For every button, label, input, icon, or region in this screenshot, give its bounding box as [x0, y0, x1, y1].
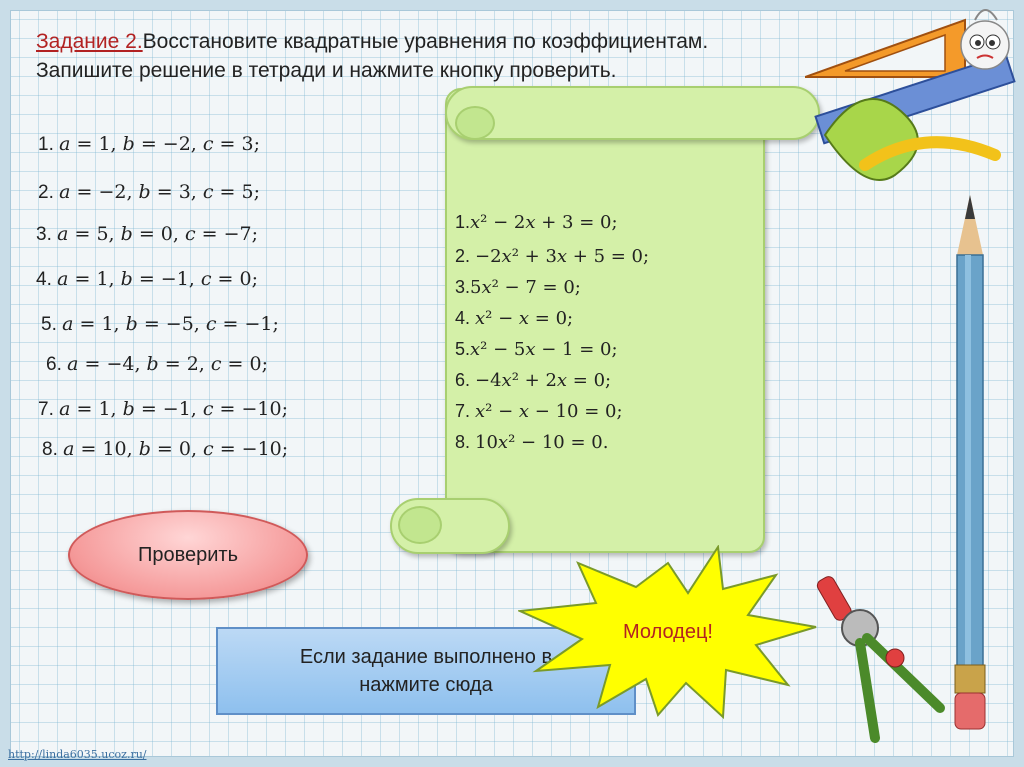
equation-number: 7. [455, 401, 476, 421]
coefficient-expression: 𝑎 = −2, 𝑏 = 3, 𝑐 = 5; [59, 181, 260, 203]
coefficient-number: 3. [36, 224, 58, 245]
equation-number: 4. [455, 308, 476, 328]
equation-expression: 𝑥² − 5𝑥 − 1 = 0; [470, 339, 618, 360]
coefficient-item-2 [38, 181, 260, 204]
equation-2 [455, 246, 649, 267]
equation-7 [455, 401, 623, 422]
mascot-face-icon [955, 0, 1015, 80]
coefficient-number: 1. [38, 134, 60, 155]
coefficient-item-5 [41, 313, 279, 336]
coefficient-number: 6. [46, 354, 68, 375]
coefficient-expression: 𝑎 = 5, 𝑏 = 0, 𝑐 = −7; [57, 223, 258, 245]
scroll-bottom-curl [398, 506, 442, 544]
footer-link[interactable]: http://linda6035.ucoz.ru/ [8, 748, 147, 761]
equation-number: 5. [455, 339, 471, 359]
praise-label: Молодец! [623, 621, 713, 643]
equation-number: 1. [455, 212, 471, 232]
task-instruction [36, 27, 766, 85]
coefficient-expression: 𝑎 = 1, 𝑏 = −1, 𝑐 = 0; [57, 268, 258, 290]
check-button-label: Проверить [137, 543, 239, 566]
task-text: Восстановите квадратные уравнения по коэффициентам. Запишите решение в тетради и нажмите кнопку проверить. [36, 30, 709, 82]
pencil-icon [945, 195, 995, 735]
check-button[interactable] [68, 510, 308, 600]
coefficient-item-7 [38, 398, 288, 421]
equation-3 [455, 277, 581, 298]
coefficient-item-4 [36, 268, 258, 291]
equation-4 [455, 308, 573, 329]
equation-6 [455, 370, 611, 391]
compass-icon [815, 568, 945, 743]
task-label: Задание 2. [36, 30, 143, 53]
scroll-top-roll [445, 86, 820, 140]
equation-expression: 𝑥² − 𝑥 − 10 = 0; [475, 401, 623, 422]
coefficient-number: 4. [36, 269, 58, 290]
coefficient-number: 8. [42, 439, 64, 460]
equation-expression: −2𝑥² + 3𝑥 + 5 = 0; [475, 246, 650, 267]
coefficient-item-3 [36, 223, 258, 246]
equation-expression: 5𝑥² − 7 = 0; [470, 277, 581, 298]
coefficient-number: 7. [38, 399, 60, 420]
coefficient-item-8 [42, 438, 288, 461]
coefficient-expression: 𝑎 = 1, 𝑏 = −2, 𝑐 = 3; [59, 133, 260, 155]
equation-expression: 𝑥² − 𝑥 = 0; [475, 308, 574, 329]
coefficient-item-6 [46, 353, 268, 376]
equation-number: 2. [455, 246, 476, 266]
next-link-line1: Если задание выполнено в [299, 646, 553, 668]
equation-5 [455, 339, 618, 360]
coefficient-expression: 𝑎 = 10, 𝑏 = 0, 𝑐 = −10; [63, 438, 289, 460]
equation-expression: 10𝑥² − 10 = 0. [475, 432, 609, 453]
equation-expression: −4𝑥² + 2𝑥 = 0; [475, 370, 612, 391]
equation-expression: 𝑥² − 2𝑥 + 3 = 0; [470, 212, 618, 233]
equation-number: 8. [455, 432, 476, 452]
equation-8 [455, 432, 608, 453]
coefficient-expression: 𝑎 = 1, 𝑏 = −5, 𝑐 = −1; [62, 313, 279, 335]
equation-number: 3. [455, 277, 471, 297]
equation-1 [455, 212, 618, 233]
coefficient-expression: 𝑎 = 1, 𝑏 = −1, 𝑐 = −10; [59, 398, 289, 420]
next-link-line2: нажмите сюда [359, 674, 493, 696]
coefficient-item-1 [38, 133, 260, 156]
equation-number: 6. [455, 370, 476, 390]
coefficient-number: 2. [38, 182, 60, 203]
coefficient-number: 5. [41, 314, 63, 335]
coefficient-expression: 𝑎 = −4, 𝑏 = 2, 𝑐 = 0; [67, 353, 268, 375]
scroll-top-curl [455, 106, 495, 140]
